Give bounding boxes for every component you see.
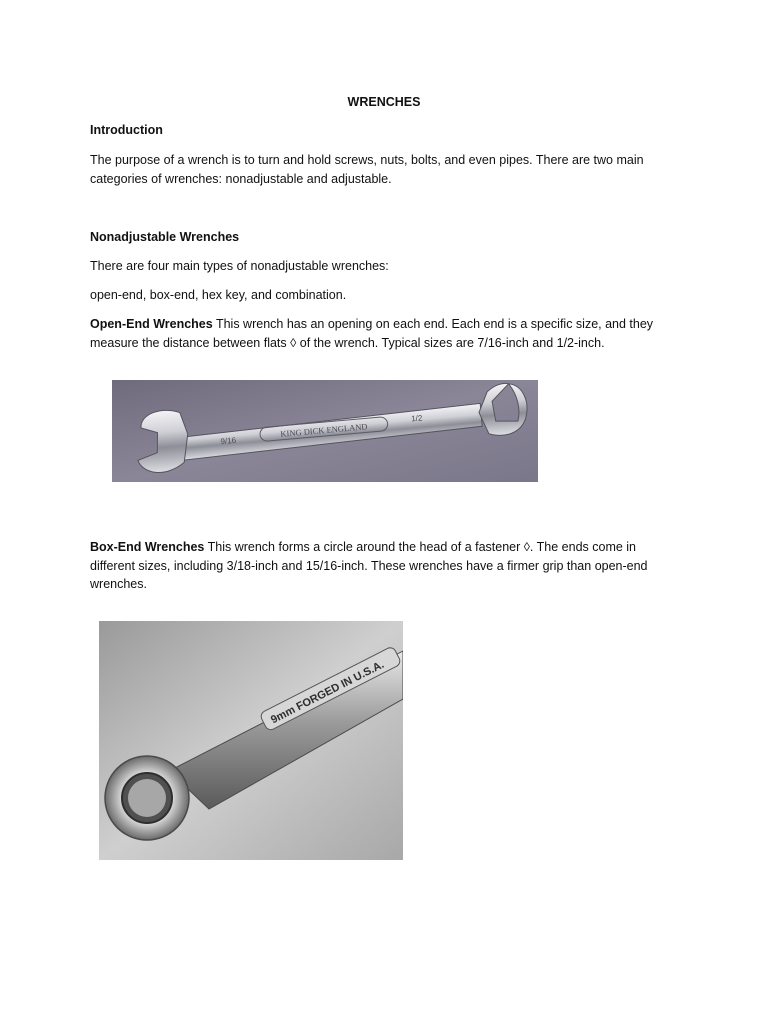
document-title: WRENCHES	[347, 95, 421, 109]
box-end-wrench-image	[99, 621, 403, 860]
box-end-term: Box-End Wrenches	[90, 540, 205, 554]
nonadjustable-paragraph-1: There are four main types of nonadjustable wrenches:	[90, 259, 389, 273]
open-end-text: This wrench has an opening on each end. Each end is a specific size, and they measure the distance between flats ◊ of the wrench. Typical sizes are 7/16-inch and 1/2-inch.	[90, 317, 654, 350]
box-end-paragraph	[90, 538, 680, 594]
open-end-paragraph	[90, 315, 680, 352]
open-end-engraving: KING DICK ENGLAND	[279, 421, 368, 439]
open-end-size-right: 1/2	[410, 413, 423, 424]
box-end-stamp: 9mm FORGED IN U.S.A.	[268, 658, 387, 727]
open-end-term: Open-End Wrenches	[90, 317, 213, 331]
nonadjustable-heading: Nonadjustable Wrenches	[90, 230, 240, 244]
open-end-wrench-image	[112, 380, 538, 482]
open-end-size-left: 9/16	[220, 435, 237, 447]
intro-paragraph: The purpose of a wrench is to turn and hold screws, nuts, bolts, and even pipes. There are two main categories of wrenches: nonadjustable and adjustable.	[90, 153, 644, 186]
intro-heading: Introduction	[90, 123, 163, 137]
nonadjustable-paragraph-2: open-end, box-end, hex key, and combination.	[90, 288, 347, 302]
box-end-text: This wrench forms a circle around the head of a fastener ◊. The ends come in different sizes, including 3/18-inch and 15/16-inch. These wrenches have a firmer grip than open-end wrenches.	[90, 540, 648, 591]
